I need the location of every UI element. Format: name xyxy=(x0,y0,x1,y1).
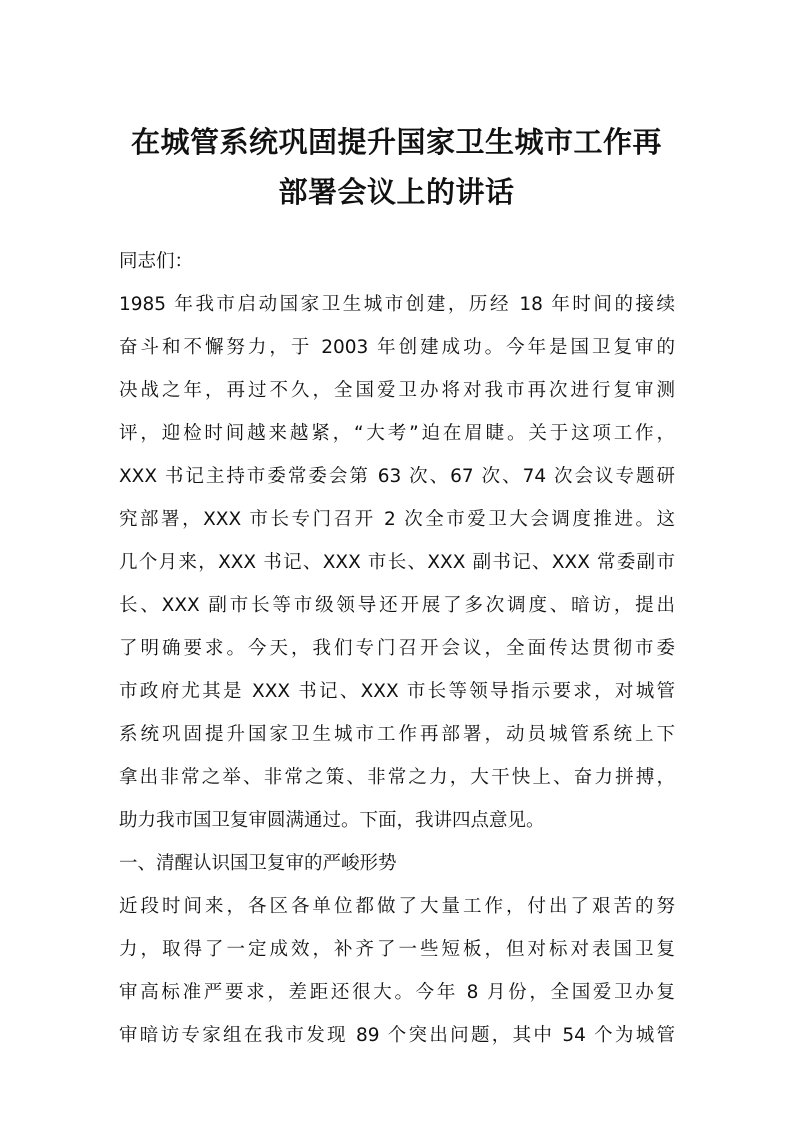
paragraph-line: 了明确要求。今天，我们专门召开会议，全面传达贯彻市委 xyxy=(119,638,675,659)
paragraph-line: XXX 书记主持市委常委会第 63 次、67 次、74 次会议专题研 xyxy=(119,466,675,487)
paragraph-line: 审高标准严要求，差距还很大。今年 8 月份，全国爱卫办复 xyxy=(119,982,675,1003)
paragraph-line: 拿出非常之举、非常之策、非常之力，大干快上、奋力拼搏， xyxy=(119,767,675,788)
paragraph-line: 1985 年我市启动国家卫生城市创建，历经 18 年时间的接续 xyxy=(119,294,675,315)
paragraph-line: 长、XXX 副市长等市级领导还开展了多次调度、暗访，提出 xyxy=(119,595,675,616)
document-title-line-2: 部署会议上的讲话 xyxy=(278,175,515,209)
salutation: 同志们： xyxy=(119,251,194,272)
paragraph-line: 助力我市国卫复审圆满通过。下面，我讲四点意见。 xyxy=(119,810,545,831)
paragraph-line: 决战之年，再过不久，全国爱卫办将对我市再次进行复审测 xyxy=(119,380,675,401)
paragraph-line: 究部署，XXX 市长专门召开 2 次全市爱卫大会调度推进。这 xyxy=(119,509,675,530)
paragraph-line: 力，取得了一定成效，补齐了一些短板，但对标对表国卫复 xyxy=(119,939,675,960)
paragraph-line: 审暗访专家组在我市发现 89 个突出问题，其中 54 个为城管 xyxy=(119,1025,675,1046)
paragraph-line: 近段时间来，各区各单位都做了大量工作，付出了艰苦的努 xyxy=(119,896,675,917)
paragraph-line: 几个月来，XXX 书记、XXX 市长、XXX 副书记、XXX 常委副市 xyxy=(119,552,675,573)
section-heading: 一、清醒认识国卫复审的严峻形势 xyxy=(119,853,397,874)
paragraph-line: 奋斗和不懈努力，于 2003 年创建成功。今年是国卫复审的 xyxy=(119,337,675,358)
document-title-line-1: 在城管系统巩固提升国家卫生城市工作再 xyxy=(130,125,662,159)
paragraph-line: 评，迎检时间越来越紧，“大考”迫在眉睫。关于这项工作， xyxy=(119,423,675,444)
paragraph-line: 系统巩固提升国家卫生城市工作再部署，动员城管系统上下 xyxy=(119,724,675,745)
paragraph-line: 市政府尤其是 XXX 书记、XXX 市长等领导指示要求，对城管 xyxy=(119,681,675,702)
